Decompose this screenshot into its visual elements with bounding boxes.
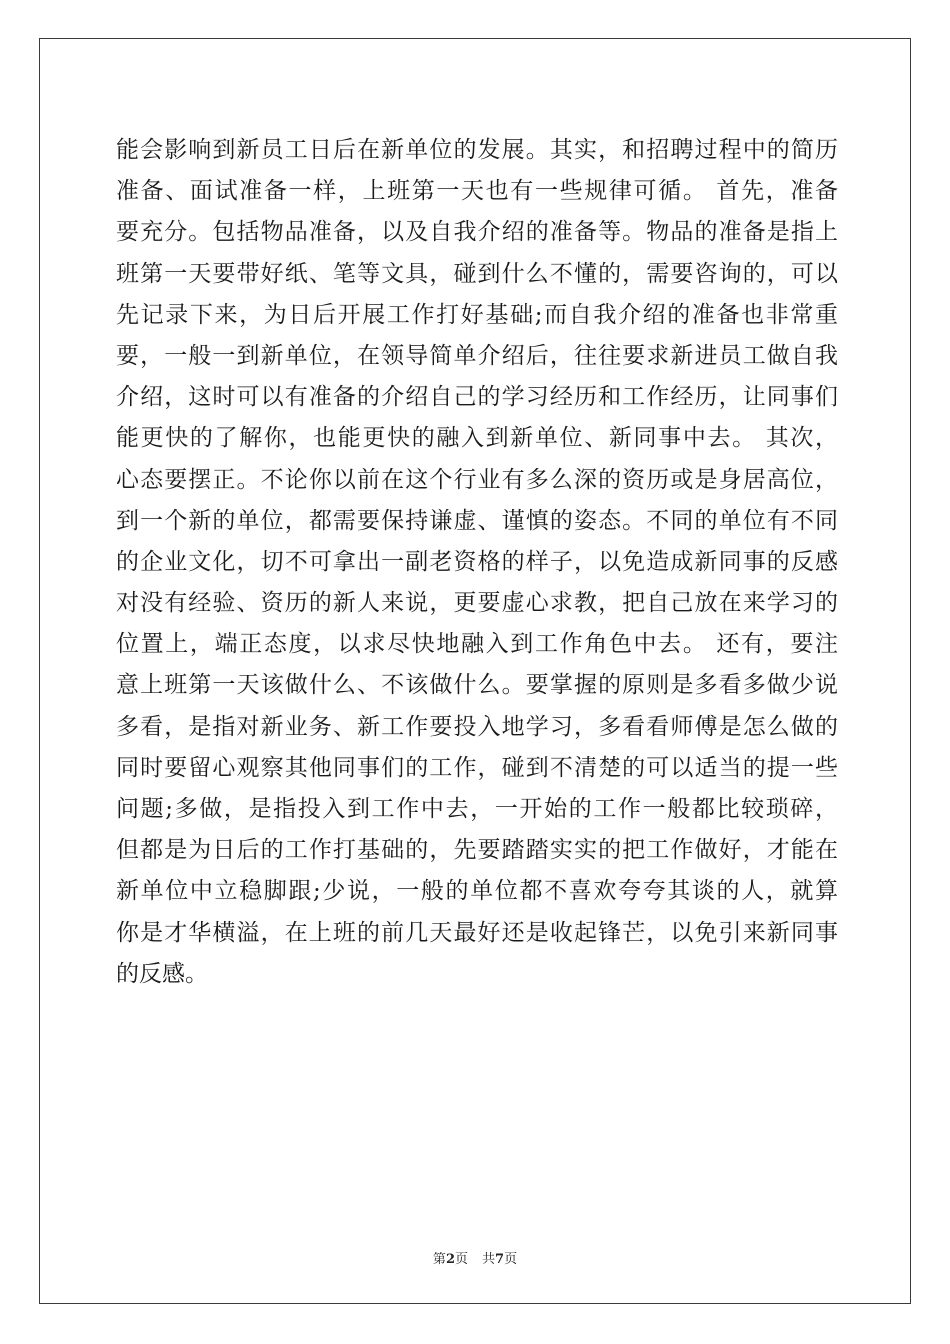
text-line: 意上班第一天该做什么、不该做什么。要掌握的原则是多看多做少说: [116, 672, 838, 699]
text-line: 同时要留心观察其他同事们的工作，碰到不清楚的可以适当的提一些: [116, 754, 838, 781]
text-line: 介绍，这时可以有准备的介绍自己的学习经历和工作经历，让同事们: [116, 384, 838, 411]
total-page-count: 7: [495, 1252, 505, 1267]
page-prefix: 第: [432, 1252, 446, 1267]
text-line: 能更快的了解你，也能更快的融入到新单位、新同事中去。 其次，: [116, 425, 838, 452]
text-line: 要，一般一到新单位，在领导简单介绍后，往往要求新进员工做自我: [116, 342, 838, 369]
document-body: [116, 130, 838, 995]
text-line: 班第一天要带好纸、笔等文具，碰到什么不懂的，需要咨询的，可以: [116, 260, 838, 287]
text-line: 的企业文化，切不可拿出一副老资格的样子，以免造成新同事的反感: [116, 548, 838, 575]
text-line: 问题;多做，是指投入到工作中去，一开始的工作一般都比较琐碎，: [116, 796, 838, 822]
text-line: 心态要摆正。不论你以前在这个行业有多么深的资历或是身居高位，: [116, 466, 838, 493]
page-footer: [0, 1248, 950, 1267]
text-line-last: 的反感。: [116, 960, 208, 987]
text-line: 新单位中立稳脚跟;少说，一般的单位都不喜欢夸夸其谈的人，就算: [116, 878, 838, 905]
page-number: 2: [445, 1252, 455, 1267]
page-indicator: [433, 1252, 468, 1267]
text-line: 到一个新的单位，都需要保持谦虚、谨慎的姿态。不同的单位有不同: [116, 507, 838, 534]
page-suffix: 页: [454, 1252, 468, 1267]
text-line: 准备、面试准备一样，上班第一天也有一些规律可循。 首先，准备: [116, 178, 838, 205]
text-line: 但都是为日后的工作打基础的，先要踏踏实实的把工作做好，才能在: [116, 837, 838, 864]
total-pages-indicator: [482, 1252, 517, 1267]
text-line: 多看，是指对新业务、新工作要投入地学习，多看看师傅是怎么做的: [116, 713, 838, 740]
text-line: 先记录下来，为日后开展工作打好基础;而自我介绍的准备也非常重: [116, 301, 838, 328]
total-suffix: 页: [504, 1252, 518, 1267]
text-line: 能会影响到新员工日后在新单位的发展。其实，和招聘过程中的简历: [116, 137, 838, 163]
text-line: 你是才华横溢，在上班的前几天最好还是收起锋芒，以免引来新同事: [116, 919, 838, 946]
total-prefix: 共: [482, 1252, 496, 1267]
text-line: 位置上，端正态度，以求尽快地融入到工作角色中去。 还有，要注: [116, 631, 838, 658]
text-line: 对没有经验、资历的新人来说，更要虚心求教，把自己放在来学习的: [116, 590, 838, 617]
text-line: 要充分。包括物品准备，以及自我介绍的准备等。物品的准备是指上: [116, 219, 838, 246]
